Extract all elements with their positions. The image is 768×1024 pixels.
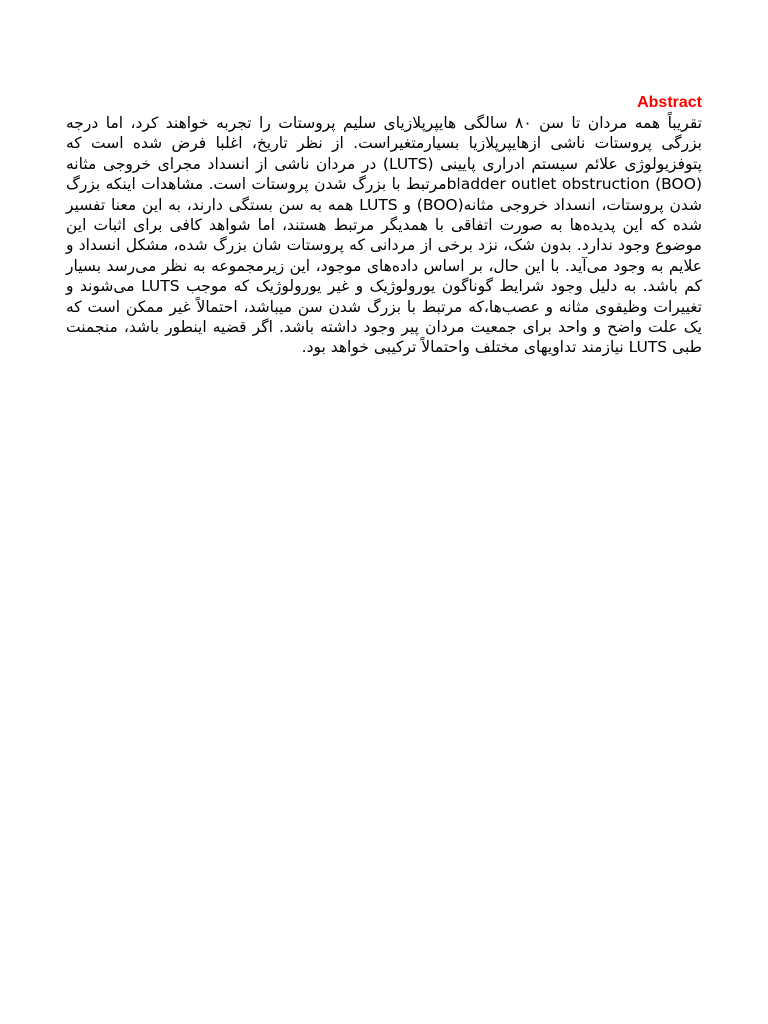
- document-page: [66, 93, 702, 358]
- abstract-paragraph: تقریباً همه مردان تا سن ۸۰ سالگی هایپرپلازیای سلیم پروستات را تجربه خواهند کرد، اما درجه بزرگی پروستات ناشی ازهایپرپلازیا بسیارمتغیراست. از نظر تاریخ، اغلبا فرض شده است که پتوفزیولوژی علائم سیستم ادراری پایینی (LUTS) در مردان ناشی از انسداد مجرای خروجی مثانه (BOO) bladder outlet obstructionمرتبط با بزرگ شدن پروستات است. مشاهدات اینکه بزرگ شدن پروستات، انسداد خروجی مثانه(BOO) و LUTS همه به سن بستگی دارند، به این معنا تفسیر شده که این پدیده‌ها به صورت اتفاقی با همدیگر مرتبط هستند، اما شواهد کافی برای اثبات این موضوع وجود ندارد. بدون شک، نزد برخی از مردانی که پروستات شان بزرگ شده، مشکل انسداد و علایم به وجود می‌آید. با این حال، بر اساس داده‌های موجود، این زیرمجموعه به نظر می‌رسد بسیار کم باشد. به دلیل وجود شرایط گوناگون یورولوژیک و غیر یورولوژیک که موجب LUTS می‌شوند و تغییرات وظیفوی مثانه و عصب‌ها،که مرتبط با بزرگ شدن سن میباشد، احتمالاً غیر ممکن است که یک علت واضح و واحد برای جمعیت مردان پیر وجود داشته باشد. اگر قضیه اینطور باشد، منجمنت طبی LUTS نیازمند تداویهای مختلف واحتمالاً ترکیبی خواهد بود.: [66, 114, 703, 357]
- abstract-heading: Abstract: [637, 94, 702, 111]
